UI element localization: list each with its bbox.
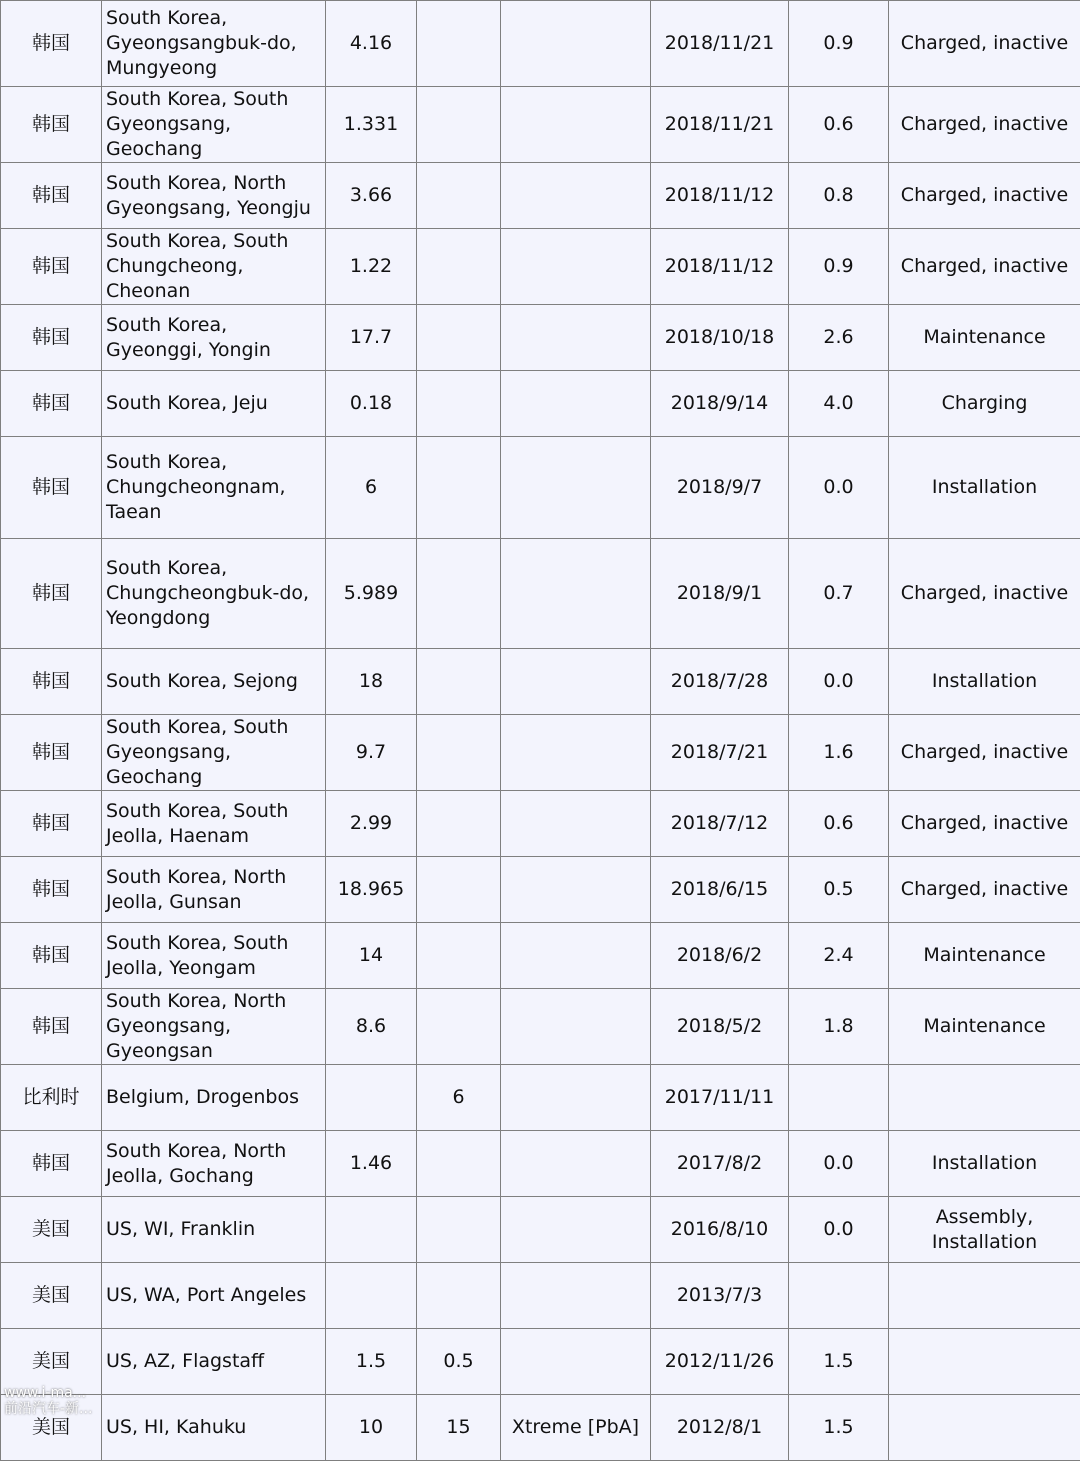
value-cell [417,1263,501,1329]
country-cell: 韩国 [1,87,102,163]
table-row [1,1395,1080,1461]
type-cell [501,1,651,87]
table-row [1,1263,1080,1329]
type-cell [501,715,651,791]
type-cell [501,1065,651,1131]
type-cell [501,163,651,229]
status-cell: Charging [889,371,1080,437]
location-cell: South Korea, Chungcheongnam, Taean [102,437,326,539]
type-cell [501,371,651,437]
type-cell [501,539,651,649]
value-cell [326,1065,417,1131]
value-cell: 0.18 [326,371,417,437]
location-cell: US, HI, Kahuku [102,1395,326,1461]
value-cell: 18.965 [326,857,417,923]
location-cell: US, WI, Franklin [102,1197,326,1263]
table-row [1,539,1080,649]
value-cell [789,1065,889,1131]
status-cell: Installation [889,437,1080,539]
value-cell [417,715,501,791]
value-cell [789,1263,889,1329]
value-cell: 3.66 [326,163,417,229]
value-cell: 1.22 [326,229,417,305]
value-cell: 8.6 [326,989,417,1065]
value-cell: 0.0 [789,1131,889,1197]
status-cell [889,1263,1080,1329]
status-cell [889,1329,1080,1395]
country-cell: 韩国 [1,1131,102,1197]
date-cell: 2017/11/11 [651,1065,789,1131]
country-cell: 美国 [1,1263,102,1329]
value-cell [417,791,501,857]
value-cell [326,1197,417,1263]
type-cell [501,1131,651,1197]
country-cell: 韩国 [1,923,102,989]
value-cell: 17.7 [326,305,417,371]
value-cell: 5.989 [326,539,417,649]
date-cell: 2018/9/7 [651,437,789,539]
value-cell: 0.0 [789,437,889,539]
status-cell: Charged, inactive [889,539,1080,649]
value-cell: 0.8 [789,163,889,229]
table-body [1,1,1080,1461]
table-row [1,1131,1080,1197]
value-cell: 2.99 [326,791,417,857]
date-cell: 2018/7/21 [651,715,789,791]
value-cell: 4.16 [326,1,417,87]
watermark-line-1: www.i-ma... [4,1385,92,1401]
type-cell [501,923,651,989]
country-cell: 韩国 [1,229,102,305]
status-cell: Maintenance [889,989,1080,1065]
table-row [1,923,1080,989]
country-cell: 韩国 [1,163,102,229]
location-cell: Belgium, Drogenbos [102,1065,326,1131]
table-row [1,305,1080,371]
date-cell: 2012/11/26 [651,1329,789,1395]
value-cell [417,371,501,437]
value-cell: 4.0 [789,371,889,437]
type-cell [501,305,651,371]
type-cell [501,791,651,857]
watermark [4,1385,92,1417]
value-cell [417,539,501,649]
status-cell: Installation [889,649,1080,715]
table-row [1,989,1080,1065]
date-cell: 2018/7/12 [651,791,789,857]
date-cell: 2013/7/3 [651,1263,789,1329]
date-cell: 2012/8/1 [651,1395,789,1461]
value-cell: 1.331 [326,87,417,163]
value-cell: 0.9 [789,229,889,305]
status-cell [889,1065,1080,1131]
type-cell [501,1197,651,1263]
country-cell: 韩国 [1,305,102,371]
location-cell: South Korea, South Chungcheong, Cheonan [102,229,326,305]
table-row [1,1329,1080,1395]
table-row [1,87,1080,163]
value-cell: 15 [417,1395,501,1461]
date-cell: 2017/8/2 [651,1131,789,1197]
value-cell: 0.6 [789,791,889,857]
date-cell: 2016/8/10 [651,1197,789,1263]
status-cell: Charged, inactive [889,857,1080,923]
location-cell: South Korea, South Jeolla, Yeongam [102,923,326,989]
country-cell: 比利时 [1,1065,102,1131]
country-cell: 美国 [1,1395,102,1461]
value-cell: 1.8 [789,989,889,1065]
table-row [1,229,1080,305]
location-cell: South Korea, Gyeongsangbuk-do, Mungyeong [102,1,326,87]
value-cell: 0.9 [789,1,889,87]
date-cell: 2018/11/21 [651,1,789,87]
value-cell: 0.5 [417,1329,501,1395]
value-cell: 2.4 [789,923,889,989]
country-cell: 美国 [1,1197,102,1263]
watermark-line-2: 前沿汽车-新... [4,1401,92,1417]
value-cell [417,163,501,229]
value-cell: 1.6 [789,715,889,791]
value-cell: 10 [326,1395,417,1461]
country-cell: 韩国 [1,649,102,715]
status-cell [889,1395,1080,1461]
table-row [1,715,1080,791]
value-cell [417,989,501,1065]
location-cell: South Korea, South Jeolla, Haenam [102,791,326,857]
value-cell: 18 [326,649,417,715]
type-cell [501,87,651,163]
country-cell: 韩国 [1,715,102,791]
location-cell: South Korea, Gyeonggi, Yongin [102,305,326,371]
status-cell: Assembly, Installation [889,1197,1080,1263]
status-cell: Charged, inactive [889,1,1080,87]
table-row [1,791,1080,857]
type-cell: Xtreme [PbA] [501,1395,651,1461]
status-cell: Charged, inactive [889,715,1080,791]
value-cell [417,305,501,371]
value-cell [417,649,501,715]
value-cell: 1.5 [326,1329,417,1395]
value-cell: 0.7 [789,539,889,649]
value-cell [417,857,501,923]
status-cell: Maintenance [889,305,1080,371]
table-row [1,649,1080,715]
table-row [1,437,1080,539]
type-cell [501,229,651,305]
location-cell: South Korea, North Jeolla, Gochang [102,1131,326,1197]
table-row [1,371,1080,437]
date-cell: 2018/5/2 [651,989,789,1065]
value-cell: 6 [326,437,417,539]
country-cell: 韩国 [1,989,102,1065]
location-cell: US, AZ, Flagstaff [102,1329,326,1395]
date-cell: 2018/10/18 [651,305,789,371]
status-cell: Charged, inactive [889,229,1080,305]
value-cell: 0.0 [789,1197,889,1263]
table-row [1,1197,1080,1263]
date-cell: 2018/9/14 [651,371,789,437]
status-cell: Charged, inactive [889,87,1080,163]
type-cell [501,857,651,923]
status-cell: Charged, inactive [889,791,1080,857]
type-cell [501,1263,651,1329]
location-cell: US, WA, Port Angeles [102,1263,326,1329]
value-cell [417,923,501,989]
date-cell: 2018/11/12 [651,163,789,229]
type-cell [501,989,651,1065]
type-cell [501,437,651,539]
type-cell [501,1329,651,1395]
value-cell: 0.5 [789,857,889,923]
status-cell: Charged, inactive [889,163,1080,229]
date-cell: 2018/6/15 [651,857,789,923]
location-cell: South Korea, South Gyeongsang, Geochang [102,715,326,791]
value-cell: 1.5 [789,1395,889,1461]
value-cell [417,229,501,305]
country-cell: 韩国 [1,857,102,923]
value-cell: 9.7 [326,715,417,791]
location-cell: South Korea, South Gyeongsang, Geochang [102,87,326,163]
value-cell: 0.6 [789,87,889,163]
value-cell: 6 [417,1065,501,1131]
value-cell: 1.46 [326,1131,417,1197]
location-cell: South Korea, North Jeolla, Gunsan [102,857,326,923]
location-cell: South Korea, Jeju [102,371,326,437]
country-cell: 韩国 [1,791,102,857]
value-cell: 14 [326,923,417,989]
table-row [1,1065,1080,1131]
location-cell: South Korea, Sejong [102,649,326,715]
date-cell: 2018/7/28 [651,649,789,715]
value-cell: 2.6 [789,305,889,371]
value-cell [417,1131,501,1197]
value-cell: 1.5 [789,1329,889,1395]
status-cell: Maintenance [889,923,1080,989]
location-cell: South Korea, North Gyeongsang, Gyeongsan [102,989,326,1065]
location-cell: South Korea, Chungcheongbuk-do, Yeongdong [102,539,326,649]
value-cell [326,1263,417,1329]
table-row [1,163,1080,229]
country-cell: 美国 [1,1329,102,1395]
country-cell: 韩国 [1,539,102,649]
date-cell: 2018/11/12 [651,229,789,305]
date-cell: 2018/9/1 [651,539,789,649]
country-cell: 韩国 [1,371,102,437]
table-row [1,1,1080,87]
value-cell [417,1,501,87]
location-cell: South Korea, North Gyeongsang, Yeongju [102,163,326,229]
date-cell: 2018/6/2 [651,923,789,989]
status-cell: Installation [889,1131,1080,1197]
country-cell: 韩国 [1,437,102,539]
table-row [1,857,1080,923]
value-cell [417,437,501,539]
country-cell: 韩国 [1,1,102,87]
date-cell: 2018/11/21 [651,87,789,163]
value-cell [417,1197,501,1263]
value-cell: 0.0 [789,649,889,715]
type-cell [501,649,651,715]
value-cell [417,87,501,163]
